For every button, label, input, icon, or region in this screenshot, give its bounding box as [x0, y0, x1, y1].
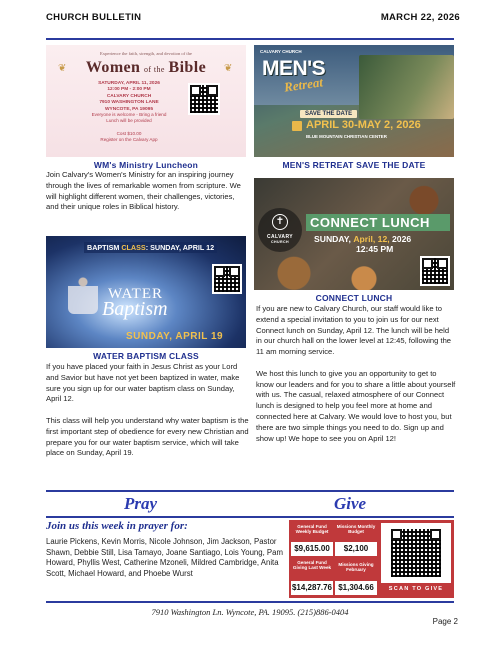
flyer-title-word: Women — [85, 59, 141, 76]
banner-word: : SUNDAY, APRIL 12 — [145, 243, 215, 252]
baptism-figure — [68, 274, 98, 314]
missions-feb-label: Missions Giving February — [338, 562, 374, 573]
women-description: Join Calvary's Women's Ministry for an inspiring journey through the lives of remarkable women from scripture. We will highlight different women, their challenges, victories, and their unique roles in Biblical history. — [46, 170, 241, 212]
flyer-date — [314, 234, 411, 244]
missions-feb-value: $1,304.66 — [335, 581, 377, 595]
flyer-cost-line: Register on the Calvary App — [100, 137, 158, 142]
baptism-paragraph: If you have placed your faith in Jesus Christ as your Lord and Savior but have not yet been baptized in water, make sure you sign up for our water baptism class on Sunday, April 12. — [46, 362, 240, 404]
giving-panel — [289, 520, 454, 598]
flyer-title-word: Bible — [168, 59, 207, 76]
flyer-location: BLUE MOUNTAIN CHRISTIAN CENTER — [306, 134, 387, 139]
church-cross-icon: ✝ — [272, 214, 288, 230]
save-the-date-badge: SAVE THE DATE — [300, 110, 357, 118]
baptism-description — [46, 362, 250, 470]
flyer-dates: APRIL 30-MAY 2, 2026 — [306, 119, 421, 131]
baptism-paragraph: This class will help you understand why water baptism is the first important step of obedience for every new Christian and prepare you for our water baptism service, which will take place on Sunday, April 19. — [46, 415, 249, 458]
flyer-banner — [84, 242, 217, 253]
qr-code-icon[interactable] — [188, 83, 220, 115]
connect-paragraph: If you are new to Calvary Church, our staff would like to extend a special invitation to you to join us for our next Connect lunch on Sunday, April 12. The lunch will be held in our church hall on the lower level at 12:45, following the 11 am morning service. — [256, 304, 452, 357]
flyer-title — [46, 59, 246, 77]
flyer-title-word: of the — [144, 65, 165, 74]
bulletin-date: MARCH 22, 2026 — [380, 12, 460, 23]
section-rule — [46, 490, 454, 492]
gf-weekly-label: General Fund Weekly Budget — [295, 524, 329, 535]
missions-monthly-label: Missions Monthly Budget — [336, 524, 376, 535]
church-brand — [262, 234, 298, 244]
flyer-date: SUNDAY, APRIL 19 — [126, 331, 224, 342]
qr-code-icon[interactable] — [212, 264, 242, 294]
connect-lunch-description — [256, 304, 456, 455]
prayer-names: Laurie Pickens, Kevin Morris, Nicole Johnson, Jim Jackson, Pastor Shawn, Debbie Still, Lisa Tamayo, Joane Santiago, Lois Young, Pam Howard, Phyllis West, Catherine Mzoneli, Mildred Cambridge, Anita Scott, Michael Howard, and Phoebe Wurst — [46, 537, 283, 578]
flyer-info-line: WYNCOTE, PA 19095 — [105, 106, 153, 112]
give-qr-code-icon[interactable] — [389, 527, 443, 579]
gf-last-week-label: General Fund Giving Last Week — [292, 560, 332, 571]
flyer-cost-line: Cost $10.00 — [116, 131, 142, 136]
page-number: Page 2 — [432, 617, 458, 626]
flyer-date-year: 2026 — [392, 234, 412, 244]
flyer-title-baptism: Baptism — [102, 298, 168, 320]
pray-heading: Pray — [124, 494, 158, 513]
flyer-note — [74, 112, 184, 124]
give-qr-frame — [381, 523, 451, 583]
flyer-tagline: Experience the faith, strength, and devotion of the — [100, 51, 192, 56]
prayer-intro: Join us this week in prayer for: — [46, 520, 188, 532]
flyer-cost — [74, 131, 184, 143]
give-heading: Give — [334, 494, 367, 513]
gf-last-week-value: $14,287.76 — [291, 581, 333, 595]
section-rule — [46, 516, 454, 518]
bulletin-header — [46, 12, 460, 26]
flyer-date-month: April, 12, — [353, 234, 390, 244]
church-logo: CALVARY CHURCH — [260, 49, 302, 54]
flyer-note-line: Lunch will be provided — [106, 118, 152, 123]
mens-retreat-flyer — [254, 45, 454, 157]
women-caption: WM's Ministry Luncheon — [93, 160, 199, 170]
scan-to-give-label: SCAN TO GIVE — [388, 586, 444, 592]
banner-word: BAPTISM — [87, 243, 120, 252]
water-baptism-flyer — [46, 236, 246, 348]
flyer-info-line: 12:00 PM - 2:00 PM — [107, 87, 151, 93]
mens-retreat-caption: MEN'S RETREAT SAVE THE DATE — [282, 160, 426, 170]
flyer-info-line: 7910 WASHINGTON LANE — [99, 100, 159, 106]
calendar-icon — [292, 121, 302, 131]
brand-name: CALVARY — [266, 234, 294, 240]
qr-code-icon[interactable] — [420, 256, 450, 286]
flyer-script-title: Retreat — [283, 74, 324, 95]
flyer-info-line: SATURDAY, APRIL 11, 2026 — [98, 81, 160, 86]
baptism-caption: WATER BAPTISM CLASS — [93, 351, 199, 361]
leaf-ornament-icon: ❦ — [58, 63, 67, 74]
leaf-ornament-icon: ❦ — [224, 63, 233, 74]
flyer-date-day: SUNDAY, — [314, 234, 351, 244]
flyer-event-info — [74, 81, 184, 113]
gf-weekly-value: $9,615.00 — [291, 542, 333, 556]
connect-paragraph: We host this lunch to give you an opportunity to get to know our leaders and for you to share a little about yourself with us. The casual, relaxed atmosphere of our Connect lunch is designed to help you feel more at home and connected here at Calvary. We would love to host you, but there are two simple things you need to do. Sign up and show up! We hope to see you on April 12! — [256, 368, 456, 443]
bulletin-title: CHURCH BULLETIN — [46, 12, 142, 23]
flyer-title: MEN'S — [262, 57, 326, 80]
footer-rule — [46, 601, 454, 603]
missions-monthly-value: $2,100 — [335, 542, 377, 556]
flyer-title-water: WATER — [108, 286, 163, 302]
flyer-title: CONNECT LUNCH — [306, 214, 450, 231]
flyer-time: 12:45 PM — [356, 244, 394, 254]
connect-lunch-caption: CONNECT LUNCH — [315, 293, 393, 303]
flyer-info-line: CALVARY CHURCH — [106, 93, 152, 99]
flyer-note-line: Everyone is welcome - Bring a friend — [91, 112, 167, 117]
header-rule — [46, 38, 454, 40]
footer-address: 7910 Washington Ln. Wyncote, PA. 19095. (215)886-0404 — [151, 607, 349, 617]
banner-word: CLASS — [121, 243, 146, 252]
flyer-photo — [359, 55, 454, 119]
connect-lunch-flyer — [254, 178, 454, 290]
brand-sub: CHURCH — [271, 240, 289, 244]
women-of-the-bible-flyer — [46, 45, 246, 157]
